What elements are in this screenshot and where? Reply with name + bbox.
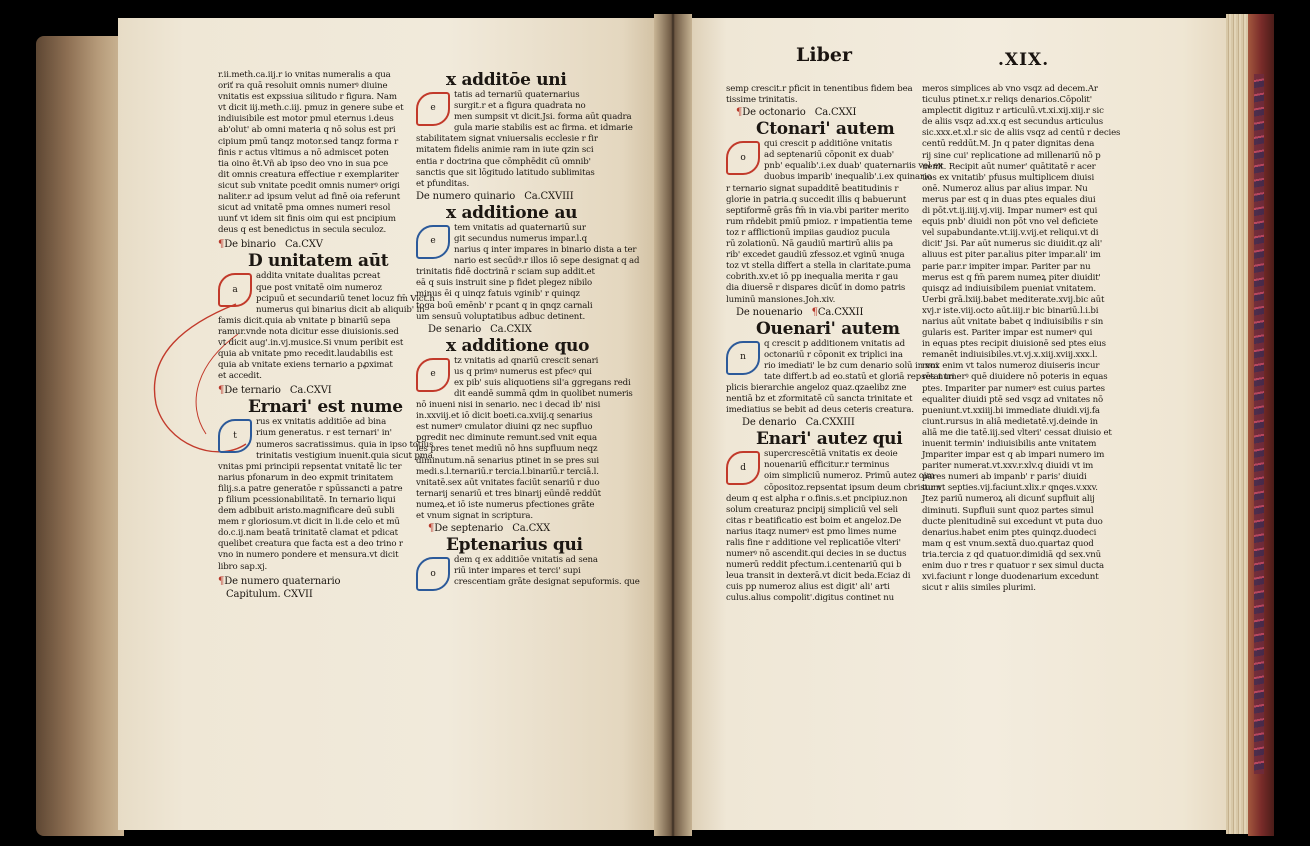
chapter-body-septenario: o dem q ex additiōe vnitatis ad sena riū inter impares et terci' supi crescentiam grāte designat sepuformis. que	[416, 555, 628, 588]
pilcrow-icon: ¶	[218, 575, 225, 587]
chapter-heading-denario: Enari' autez qui	[756, 429, 903, 450]
text-line: dit omnis creatura effectiue r exemplariter	[218, 169, 399, 180]
chapter-heading-octonario: Ctonari' autem	[756, 119, 895, 140]
initial-letter-icon: o	[416, 557, 450, 591]
chapter-rubric-ternario: ¶De ternario Ca.CXVI	[218, 385, 332, 397]
left-fore-edge	[36, 36, 124, 836]
initial-letter-icon: t	[218, 419, 252, 453]
chapter-rubric-nouenario: De nouenario ¶Ca.CXXII	[736, 306, 864, 318]
initial-letter-icon: e	[416, 358, 450, 392]
left-column-1	[218, 70, 435, 601]
chapter-body-binario: a addita vnitate dualitas pcreat que post vnitatē oim numeroz pcipuū et secundariū tenet locuz fm̄ Vict.h numerus qui binarius dicit ab aliquib' in famis dicit.quia ab vnitate p binariū sepa ramur.vnde nota dicitur esse diuisionis.sed vt dicit aug'.in.vj.musice.Si vnum peribit est quia ab vnitate pmo recedit.laudabilis est quia ab vnitate exiens ternario a pꝓximat et accedit.	[218, 271, 435, 382]
col1-opening-text	[218, 70, 418, 236]
chapter-heading-ternario: Ernari' est nume	[248, 397, 403, 418]
text-line: tia oino ẽt.Vñ ab ipso deo vno in sua pce	[218, 158, 388, 169]
chapter-body-octonario: o qui crescit p additiōne vnitatis ad septenariū cōponit ex duab' pnb' equalib'.i.ex duab' quaternariis vel ex duobus imparib' inequalib'.i.ex quinario r ternario signat supadditē beatitudinis r glorie in patria.q succedit illis q babuerunt septiformē grās fm̄ in via.vbi pariter merito rum rñdebit pmiū pmioz. r impatientia teme toz r afflictionū impiias gaudioz pucula rū zolationū. Nā gaudiū martirū aliis pa rib' excedet gaudiū zfessoz.et vginū ꝛnuga toz vt stella differt a stella in claritate.puma cobrith.xv.et iō pp inequalia merita r gau dia diuersē r dispares dicūť in domo patris luminū mansiones.Joh.xiv.	[726, 139, 943, 305]
text-line: oriť ra quā resoluit omnis numerꝰ diuine	[218, 81, 388, 92]
pilcrow-icon: ¶	[428, 523, 435, 535]
chapter-rubric-septenario: ¶De septenario Ca.CXX	[428, 523, 551, 535]
text-line: sicut ad vnitatē pma omnes numeri resol	[218, 203, 391, 214]
initial-letter-icon: a	[218, 273, 252, 307]
running-head-folio: .XIX.	[998, 50, 1050, 70]
chapter-rubric-octonario: ¶De octonario Ca.CXXI	[736, 107, 857, 119]
chapter-heading-quaternario: x additōe uni	[446, 70, 567, 90]
chapter-body-denario: d supercrescētiā vnitatis ex deoie nouenariū efficitur.r terminus oim simpliciū numeroz. Primū autez oim cōpositoz.repsentat ipsum deum cbristum deum q est alpha r o.finis.s.et pncipiuz.non solum creaturaz pncipij simpliciū vel seli citas r beatificatio est boim et angeloz.De narius itaqz numerꝰ est pmo limes nume ralis fine r additione vel replicatiōe vlteri' numerꝰ nō ascendit.qui decies in se ductus numerū reddit pfectum.i.centenariū qui b leua transit in dexterā.vt dicit beda.Eciaz di cuis pp numeroz alius est digit' ali' arti culus.alius compolit'.digitus continet nu	[726, 449, 942, 604]
chapter-rubric-quinario: De numero quinario Ca.CXVIII	[416, 190, 574, 202]
running-head-liber: Liber	[796, 44, 852, 66]
initial-letter-icon: d	[726, 451, 760, 485]
pilcrow-icon: ¶	[811, 306, 818, 318]
chapter-rubric-binario: ¶De binario Ca.CXV	[218, 239, 323, 251]
marbled-edge	[1254, 74, 1264, 774]
chapter-rubric-quaternario: ¶De numero quaternario	[218, 575, 341, 587]
left-column-2	[416, 70, 640, 591]
text-line: indiuisibile est motor pmul eternus i.deus	[218, 114, 394, 125]
initial-letter-icon: o	[726, 141, 760, 175]
right-column-1: semp crescit.r pficit in tenentibus fidem bea tissime trinitatis. ¶De octonario Ca.CXXI Ctonari' autem o qui crescit p additiōne vnitatis ad septenariū cōponit ex duab' pnb' equalib'.i.ex duab' quaternariis vel ex duobus imparib' inequalib'.i.ex quinario r ternario signat supadditē beatitudinis r glorie in patria.q succedit illis q babuerunt septiformē grās fm̄ in via.vbi pariter merito rum rñdebit pmiū pmioz. r impatientia teme toz r afflictionū impiias gaudioz pucula rū zolationū. Nā gaudiū martirū aliis pa rib' excedet gaudiū zfessoz.et vginū ꝛnuga toz vt stella differt a stella in claritate.puma cobrith.xv.et iō pp inequalia merita r gau dia diuersē r dispares dicūť in domo patris luminū mansiones.Joh.xiv. De nouenario ¶Ca.CXXII Ouenari' autem n q crescit p additionem vnitatis ad octonariū r cōponit ex triplici ina rio imediati' le bz cum denario solū in vni tate differt.b ad eo.statū et gloriā repsētat tri plicis bierarchie angeloz quaz.qzaelibz zne nentiā bz et zformitatē cū sancta trinitate et imediatius se bebit ad deus ceteris creatura. De denario Ca.CXXIII Enari' autez qui d supercrescētiā vnitatis ex deoie nouenariū efficitur.r terminus oim simpliciū numeroz. Primū autez oim cōpositoz.repsentat ipsum deum cbristum deum q est alpha r o.finis.s.et pncipiuz.non solum creaturaz pncipij simpliciū vel seli citas r beatificatio est boim et angeloz.De narius itaqz numerꝰ est pmo limes nume ralis fine r additione vel replicatiōe vlteri' numerꝰ nō ascendit.qui decies in se ductus numerū reddit pfectum.i.centenariū qui b leua transit in dexterā.vt dicit beda.Eciaz di cuis pp numeroz alius est digit' ali' arti culus.alius compolit'.digitus continet nu	[726, 84, 955, 604]
initial-letter-icon: e	[416, 225, 450, 259]
chapter-body-senario: e tz vnitatis ad qnariū crescit senari us q primꝰ numerus est pfecꝰ qui ex pib' suis aliquotiens sil'a ggregans redi dit eandē summā qdm in quolibet numeris nō inueni nisi in senario. nec i decad ib' nisi in.xxviij.et iō dicit boeti.ca.xviij.q senarius est numerꝰ cmulator diuini qz nec supfluo pgredit nec diminute remunt.sed vnit equa les pres tenet mediū nō hns supfluum neqz diminutum.nā senarius ptinet in se pres sui medi.s.l.ternariū.r tercia.l.binariū.r terciā.l. vnitatē.sex aūt vnitates faciūt senariū r duo ternarij senariū et tres binarij eūndē reddūt numeꝝ.et iō iste numerus pfectiones grāte et vnum signat in scriptura.	[416, 355, 633, 521]
chapter-rubric-denario: De denario Ca.CXXIII	[742, 417, 855, 429]
text-line: vnitatis est expssiua silitudo r figura. Nam	[218, 92, 397, 103]
chapter-number-quaternario: Capitulum. CXVII	[226, 588, 313, 600]
chapter-heading-septenario: Eptenarius qui	[446, 535, 583, 556]
chapter-body-quinario: e tem vnitatis ad quaternariū sur git secundus numerus impar.l.q narius q inter impares in binario dista a ter nario est secūdꝰ.r illos iō sepe designat q ad trinitatis fidē doctrinā r sciam sup addit.et eā q suis instruit sine p fidet plegez nibilo minus ēi q uinqz fatuis vginib' r quinqz toga boū emēnb' r pcant q in qnqz carnali um sensuū voluptatibus adbuc detinent.	[416, 222, 640, 322]
right-column-2: meros simplices ab vno vsqz ad decem.Ar ticulus ptinet.x.r reliqs denarios.Cōpolit' amplectit digituz r articulū.vt.xi.xij.xiij.r sic de aliis vsqz ad.xx.q est secundus articulus sic.xxx.et.xl.r sic de aliis vsqz ad centū r decies centū reddūt.M. Jn q pater dignitas dena rij sine cui' replicatione ad millenariū nō p uenit. Recipit aūt numer' quātitatē r acer uos ex vnitatib' pfusus multiplicem diuisi onē. Numeroz alius par alius impar. Nu merus par est q in duas ptes equales diui di pōt.vt.ij.iiij.vj.viij. Impar numerꝰ est qui equis pnb' diuidi non pōt vno vel deficiete vel supabundante.vt.iij.v.vij.et reliqui.vt di dicit' Jsi. Par aūt numerus sic diuidit.qz ali' aliuus est piter par.alius piter impar.ali' im parie par.r impiter impar. Pariter par nu merus est q fm̄ parem numeꝝ piter diuidit' quisqz ad indiuisibilem pueniat vnitatem. Uerbi grā.lxiij.babet mediterate.xvij.bic aūt xvj.r iste.viij.octo aūt.iiij.r bic binariū.l.i.bi narius aūt vnitate babet q indiuisibilis r sin gularis est. Pariter impar est numerꝰ qui in equas ptes recipit diuisionē sed ptes eius remanēt indiuisibiles.vt.vj.x.xiij.xviij.xxx.l. mox enim vt talos numeroz diuiseris incur res numerꝰ quē diuidere nō poteris in equas ptes. Impariter par numerꝰ est cuius partes equaliter diuidi ptē sed vsqz ad vnitates nō pueniunt.vt.xxiiij.bi immediate diuidi.vij.fa ciunt.rursus in aliā medietatē.vj.deinde in aliā me die tatē.iij.sed vlteri' cessat diuisio et inuenit termin' indiuisibilis ante vnitatem Jmpariter impar est q ab impari numero im pariter numerat.vt.xxv.r.xlv.q diuidi vt im pares numeri ab impanb' r paris' diuidi tur vt septies.vij.faciunt.xlix.r qnqes.v.xxv. Jtez pariū numeroꝝ ali dicunť supfluit alij diminuti. Supfluii sunt quoz partes simul ducte plenitudinē sui excedunt vt puta duo denarius.habet enim ptes quinqz.duodeci mam q est vnum.sextā duo.quartaz quod tria.tercia z qd quatuor.dimidiā qd sex.vnū enim duo r tres r quatuor r sex simul ducta xvi.faciunt r longe duodenarium excedunt sicut r aliis similes plurimi.	[922, 84, 1121, 594]
text-line: r.ii.meth.ca.iij.r io vnitas numeralis a qua	[218, 70, 391, 80]
pilcrow-icon: ¶	[218, 385, 225, 397]
chapter-rubric-senario: De senario Ca.CXIX	[428, 323, 532, 335]
pilcrow-icon: ¶	[736, 107, 743, 119]
open-book	[36, 14, 1274, 836]
chapter-heading-senario: x additione quo	[446, 335, 590, 356]
text-line: uunť vt idem sit finis oim qui est pncipium	[218, 214, 396, 225]
chapter-body-ternario: t rus ex vnitatis additiōe ad bina rium generatus. r est ternari' in' numeros sacratissimus. quia in ipso totius trinitatis vestigium inuenit.quia sicut pma vnitas pmi principii repsentat vnitatē lic ter narius pfonarum in deo expmit trinitatem filij.s.a patre generatōe r spūssancti a patre p filium pcessionabilitatē. In ternario liqui dem adbibuit aristo.magnificare deū subli mem r gloriosum.vt dicit in li.de celo et mū do.c.ij.nam beatā trinitatē clamat et pdicat quelibet creatura que facta est a deo trino r vno in numero pondere et mensura.vt dicit libro sap.xj.	[218, 417, 434, 572]
text-line: naliter.r ad ipsum velut ad finē oia referunt	[218, 192, 401, 203]
chapter-heading-binario: D unitatem aūt	[248, 251, 389, 272]
initial-letter-icon: n	[726, 341, 760, 375]
text-line: ab'olut' ab omni materia q nō solus est pri	[218, 125, 396, 136]
text-line: cipium pmū tanqz motor.sed tanqz forma r	[218, 136, 399, 147]
chapter-heading-nouenario: Ouenari' autem	[756, 318, 900, 339]
chapter-body-quaternario: e tatis ad ternariū quaternarius surgit.r et a figura quadrata no men sumpsit vt dicit.Jsi. forma aūt quadra gula marie stabilis est ac firma. et idmarie stabilitatem signat vniuersalis ecclesie r fir mitatem fidelis animie ram in iute qzin sci entia r doctrina que cōmphēdit cū omnib' sanctis que sit lōgitudo latitudo sublimitas et pfunditas.	[416, 90, 633, 189]
text-line: deus q est benedictus in secula seculoz.	[218, 225, 387, 236]
chapter-heading-quinario: x additione au	[446, 202, 578, 223]
text-line: sicut sub vnitate pcedit omnis numerꝰ origi	[218, 180, 400, 191]
chapter-body-nouenario: n q crescit p additionem vnitatis ad octonariū r cōponit ex triplici ina rio imediati' le bz cum denario solū in vni tate differt.b ad eo.statū et gloriā repsētat tri plicis bierarchie angeloz quaz.qzaelibz zne nentiā bz et zformitatē cū sancta trinitate et imediatius se bebit ad deus ceteris creatura.	[726, 338, 955, 416]
text-line: vt dicit iij.meth.c.iij. pmuz in genere sube et	[218, 103, 404, 114]
text-line: finis r actus vltimus a nō admiscet poten	[218, 147, 389, 158]
gutter	[654, 14, 692, 836]
initial-letter-icon: e	[416, 92, 450, 126]
pilcrow-icon: ¶	[218, 239, 225, 251]
